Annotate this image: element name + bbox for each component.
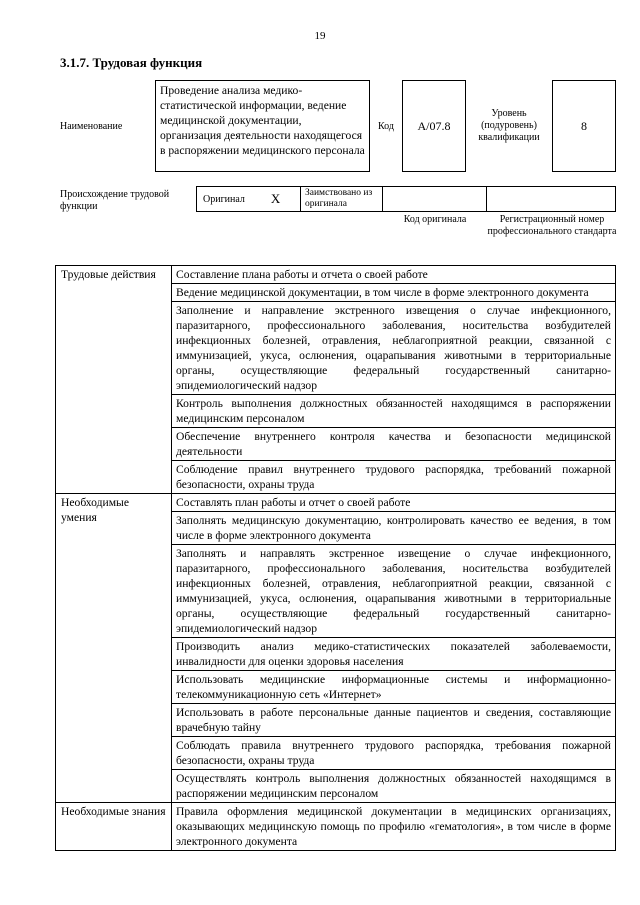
table-row <box>56 266 616 284</box>
level-box <box>552 80 616 172</box>
section-title: 3.1.7. Трудовая функция <box>60 55 203 70</box>
section-item: Осуществлять контроль выполнения должностных обязанностей находящимся в распоряжении медицинским персоналом <box>172 770 616 803</box>
level-label: Уровень (подуровень) квалификации <box>478 108 540 143</box>
section-heading: Необходимые умения <box>56 494 172 803</box>
section-item: Соблюдать правила внутреннего трудового распорядка, требования пожарной безопасности, охраны труда <box>172 737 616 770</box>
original-mark: X <box>270 191 281 206</box>
function-name-box <box>155 80 370 172</box>
code-box <box>402 80 466 172</box>
name-label: Наименование <box>60 121 123 132</box>
original-cell <box>197 187 301 211</box>
section-item: Ведение медицинской документации, в том числе в форме электронного документа <box>172 284 616 302</box>
section-item: Заполнять и направлять экстренное извещение о случае инфекционного, паразитарного, профессионального заболевания, носительства возбудителей инфекционных болезней, отравления, неблагоприятной реакции, связанной с иммунизацией, укуса, ослюнения, оцарапывания животными в территориальные органы, осуществляющие федеральный государственный санитарно-эпидемиологический надзор <box>172 545 616 638</box>
section-item: Заполнение и направление экстренного извещения о случае инфекционного, паразитарного, профессионального заболевания, носительства возбудителей инфекционных болезней, отравления, неблагоприятной реакции, связанной с иммунизацией, укуса, ослюнения, оцарапывания животными в территориальные органы, осуществляющие федеральный государственный санитарно-эпидемиологический надзор <box>172 302 616 395</box>
code-label: Код <box>378 121 394 132</box>
borrowed-label: Заимствовано из оригинала <box>305 188 373 209</box>
borrowed-cell <box>301 187 383 211</box>
page-number: 19 <box>314 30 326 42</box>
section-item: Правила оформления медицинской документации в медицинских организациях, оказывающих медицинскую помощь по профилю «гематология», в том числе в форме электронного документа <box>172 803 616 851</box>
section-item: Обеспечение внутреннего контроля качества и безопасности медицинской деятельности <box>172 428 616 461</box>
code-value: А/07.8 <box>417 118 451 133</box>
section-item: Составлять план работы и отчет о своей работе <box>172 494 616 512</box>
origin-row <box>196 186 616 212</box>
table-row <box>56 803 616 851</box>
original-code-cell <box>383 187 487 211</box>
section-item: Производить анализ медико-статистических показателей заболеваемости, инвалидности для оценки здоровья населения <box>172 638 616 671</box>
original-label: Оригинал <box>203 193 245 205</box>
origin-label: Происхождение трудовой функции <box>60 189 170 212</box>
section-item: Заполнять медицинскую документацию, контролировать качество ее ведения, в том числе в форме электронного документа <box>172 512 616 545</box>
function-name: Проведение анализа медико-статистической информации, ведение медицинской документации, организация деятельности находящегося в распоряжении медицинского персонала <box>160 84 365 157</box>
reg-number-label: Регистрационный номер профессионального стандарта <box>487 214 617 237</box>
function-table <box>55 265 616 851</box>
section-item: Использовать в работе персональные данные пациентов и сведения, составляющие врачебную тайну <box>172 704 616 737</box>
code-original-label: Код оригинала <box>403 214 467 225</box>
reg-number-cell <box>487 187 615 211</box>
section-heading: Трудовые действия <box>56 266 172 494</box>
section-item: Составление плана работы и отчета о своей работе <box>172 266 616 284</box>
section-item: Соблюдение правил внутреннего трудового распорядка, требований пожарной безопасности, охраны труда <box>172 461 616 494</box>
level-value: 8 <box>581 118 587 133</box>
section-item: Контроль выполнения должностных обязанностей находящимся в распоряжении медицинским персоналом <box>172 395 616 428</box>
section-heading: Необходимые знания <box>56 803 172 851</box>
table-row <box>56 494 616 512</box>
section-item: Использовать медицинские информационные системы и информационно-телекоммуникационную сеть «Интернет» <box>172 671 616 704</box>
